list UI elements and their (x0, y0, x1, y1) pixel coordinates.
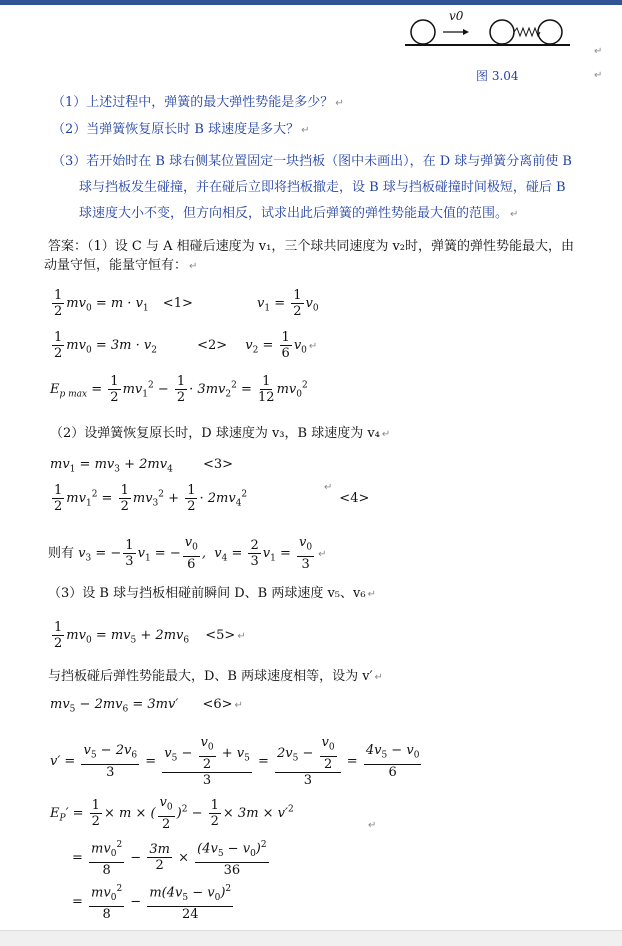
answer-intro-line-1: 答案：（1）设 C 与 A 相碰后速度为 v₁，三个球共同速度为 v₂时，弹簧的弹性势能最大，由 (48, 239, 575, 254)
equation-2: $\frac{1}{2}$ $mv_0 = 3m \cdot v_2 <2> v_2$ = $\frac{1}{6}$ $v_0$ ↵ (54, 330, 318, 361)
equation-6: $mv_5 - 2mv_6 = 3mv' <6>$ ↵ (50, 697, 243, 715)
equation-energy-2: = $\frac{mv_0^2}{8}$ − $\frac{3m}{2}$ × $\frac{(4v_5 - v_0)^2}{36}$ (72, 840, 267, 878)
equation-5: $\frac{1}{2}$ $mv_0 = mv_5 + 2mv_6 <5>$ ↵ (54, 620, 246, 651)
return-mark: ↵ (594, 70, 603, 81)
question-3-line-1: （3）若开始时在 B 球右侧某位置固定一块挡板（图中未画出），在 D 球与弹簧分离前使 B (52, 154, 572, 169)
figure-3-04-diagram (405, 6, 575, 50)
equation-energy-3: = $\frac{mv_0^2}{8}$ − $\frac{m(4v_5 - v_0)^2}{24}$ (72, 884, 232, 922)
figure-caption: 图 3.04 (476, 69, 519, 83)
equation-max-energy: $E_{p max}$ = $\frac{1}{2}$ $mv_1^2$ − $\frac{1}{2}$ · $3mv_2^2$ = $\frac{1}{12}$ $mv_0^2$ (50, 374, 308, 405)
equation-energy-1: $E_P'$ = $\frac{1}{2}$ × m × ( $\frac{v_0}{2}$ )$^2$ − $\frac{1}{2}$ × $3m \times v'^2$ (50, 795, 294, 832)
equation-4: $\frac{1}{2}$ $mv_1^2$ = $\frac{1}{2}$ $mv_3^2$ + $\frac{1}{2}$ · $2mv_4^2 <4>$ (54, 483, 370, 514)
return-mark: ↵ (368, 820, 377, 831)
question-3-line-2: 球与挡板发生碰撞，并在碰后立即将挡板撤走，设 B 球与挡板碰撞时间极短，碰后 B (79, 180, 566, 195)
window-bottom-bar (0, 930, 622, 946)
return-mark: ↵ (594, 46, 603, 57)
equation-v-prime: v′ = $\frac{v_5 - 2v_6}{3}$ = $v_5$ − $\frac{v_0}{2}$ + $v_5$ 3 = $2v_5$ − $\frac{v_0}{2}$ 3 = $\frac{4v_5 - v_0}{6}$ (50, 735, 420, 788)
equation-3: $mv_1 = mv_3 + 2mv_4 <3>$ (50, 457, 234, 475)
question-3-line-3: 球速度大小不变，但方向相反，试求出此后弹簧的弹性势能最大值的范围。 ↵ (79, 206, 519, 221)
return-mark: ↵ (324, 482, 333, 493)
part-2-text: （2）设弹簧恢复原长时，D 球速度为 v₃，B 球速度为 v₄ ↵ (50, 426, 391, 441)
part-3-text: （3）设 B 球与挡板相碰前瞬间 D、B 两球速度 v₅、v₆ ↵ (48, 586, 376, 601)
window-top-bar (0, 0, 622, 5)
part-3-after-text: 与挡板碰后弹性势能最大，D、B 两球速度相等，设为 v′ ↵ (48, 669, 383, 684)
question-2: （2）当弹簧恢复原长时 B 球速度是多大？ ↵ (52, 122, 310, 137)
equation-1: $\frac{1}{2}$ $mv_0 = m \cdot v_1 <1> v_1$ = $\frac{1}{2}$ $v_0$ (54, 288, 319, 319)
answer-intro-line-2: 动量守恒，能量守恒有： ↵ (44, 258, 198, 273)
question-1: （1）上述过程中，弹簧的最大弹性势能是多少？ ↵ (52, 95, 344, 110)
v0-label: v0 (449, 9, 464, 23)
equation-part2-result: 则有 $v_3$ = − $\frac{1}{3}$ $v_1$ = − $\frac{v_0}{6}$ , $v_4$ = $\frac{2}{3}$ $v_1$ = $\frac{v_0}{3}$ ↵ (48, 535, 327, 572)
